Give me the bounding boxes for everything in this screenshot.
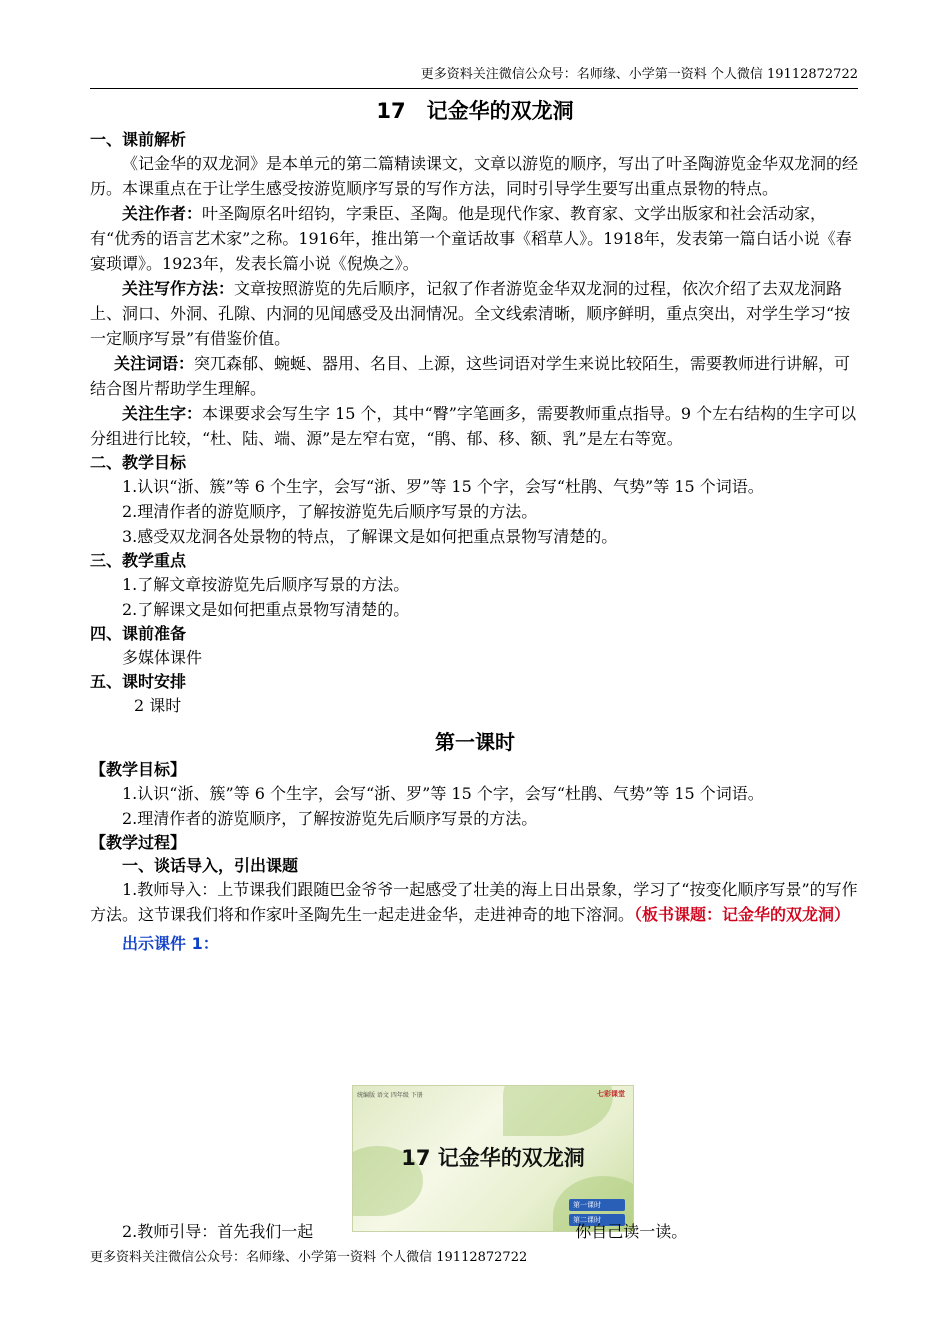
author-label: 关注作者： (122, 204, 203, 223)
focus-item: 1.了解文章按游览先后顺序写景的方法。 (122, 575, 410, 594)
lesson-goals-heading: 【教学目标】 (90, 760, 187, 779)
words-text: 突兀森郁、蜿蜒、器用、名目、上源，这些词语对学生来说比较陌生，需要教师进行讲解，可结合图片帮助学生理解。 (90, 354, 851, 398)
slide-logo: 七彩课堂 (597, 1090, 625, 1098)
slide-button-lesson2[interactable]: 第二课时 (569, 1214, 625, 1226)
preparation-text: 多媒体课件 (122, 648, 203, 667)
slide-label-line (90, 931, 860, 956)
author-paragraph (90, 201, 860, 276)
slide-title: 17 记金华的双龙洞 (401, 1146, 585, 1170)
method-label: 关注写作方法： (122, 279, 235, 298)
goal-item: 2.理清作者的游览顺序，了解按游览先后顺序写景的方法。 (122, 502, 538, 521)
section-heading-2: 二、教学目标 (90, 453, 187, 472)
focus-item: 2.了解课文是如何把重点景物写清楚的。 (122, 600, 410, 619)
lesson-title: 17 记金华的双龙洞 (376, 99, 574, 123)
section-heading-3: 三、教学重点 (90, 551, 187, 570)
chars-paragraph (90, 401, 860, 451)
guide-text-start: 2.教师引导：首先我们一起 (122, 1222, 314, 1241)
lesson-goal-item: 1.认识“浙、簇”等 6 个生字，会写“浙、罗”等 15 个字，会写“杜鹃、气势”等 15 个词语。 (122, 784, 764, 803)
page-header: 更多资料关注微信公众号：名师缘、小学第一资料 个人微信 19112872722 (90, 63, 858, 89)
section-heading-5: 五、课时安排 (90, 672, 187, 691)
schedule-text: 2 课时 (134, 696, 182, 715)
lesson-one-title: 第一课时 (435, 730, 515, 754)
section-heading-1: 一、课前解析 (90, 130, 187, 149)
goal-item: 1.认识“浙、簇”等 6 个生字，会写“浙、罗”等 15 个字，会写“杜鹃、气势”等 15 个词语。 (122, 477, 764, 496)
words-label: 关注词语： (114, 354, 195, 373)
document-body (90, 96, 860, 956)
step1-text: 1.教师导入：上节课我们跟随巴金爷爷一起感受了壮美的海上日出景象，学习了“按变化顺序写景”的写作方法。这节课我们将和作家叶圣陶先生一起走进金华，走进神奇的地下溶洞。 (90, 880, 858, 924)
step1-paragraph (90, 877, 860, 927)
words-paragraph (90, 351, 860, 401)
step1-heading: 一、谈话导入，引出课题 (122, 856, 299, 875)
guide-text-end: 你自己读一读。 (575, 1222, 688, 1241)
slide-button-lesson1[interactable]: 第一课时 (569, 1199, 625, 1211)
intro-paragraph: 《记金华的双龙洞》是本单元的第二篇精读课文，文章以游览的顺序，写出了叶圣陶游览金华双龙洞的经历。本课重点在于让学生感受按游览顺序写景的写作方法，同时引导学生要写出重点景物的特点。 (90, 154, 859, 198)
chars-label: 关注生字： (122, 404, 203, 423)
slide-topbar: 统编版 语文 四年级 下册 (357, 1092, 423, 1099)
section-heading-4: 四、课前准备 (90, 624, 187, 643)
method-paragraph (90, 276, 860, 351)
lesson-process-heading: 【教学过程】 (90, 833, 187, 852)
lesson-goal-item: 2.理清作者的游览顺序，了解按游览先后顺序写景的方法。 (122, 809, 538, 828)
step1-guide-line (90, 1219, 860, 1244)
chars-text: 本课要求会写生字 15 个，其中“臀”字笔画多，需要教师重点指导。9 个左右结构的生字可以分组进行比较，“杜、陆、端、源”是左窄右宽，“鹃、郁、移、额、乳”是左右等宽。 (90, 404, 857, 448)
board-title-note: （板书课题：记金华的双龙洞） (634, 905, 851, 924)
goal-item: 3.感受双龙洞各处景物的特点，了解课文是如何把重点景物写清楚的。 (122, 527, 618, 546)
author-text: 叶圣陶原名叶绍钧，字秉臣、圣陶。他是现代作家、教育家、文学出版家和社会活动家，有“优秀的语言艺术家”之称。1916年，推出第一个童话故事《稻草人》。1918年，发表第一篇白话小说《春宴琐谭》。1923年，发表长篇小说《倪焕之》。 (90, 204, 852, 273)
method-text: 文章按照游览的先后顺序，记叙了作者游览金华双龙洞的过程，依次介绍了去双龙洞路上、洞口、外洞、孔隙、内洞的见闻感受及出洞情况。全文线索清晰，顺序鲜明，重点突出，对学生学习“按一定顺序写景”有借鉴价值。 (90, 279, 851, 348)
slide-label: 出示课件 1： (122, 934, 219, 953)
page-footer: 更多资料关注微信公众号：名师缘、小学第一资料 个人微信 19112872722 (90, 1250, 528, 1265)
courseware-slide-image (352, 1085, 634, 1232)
